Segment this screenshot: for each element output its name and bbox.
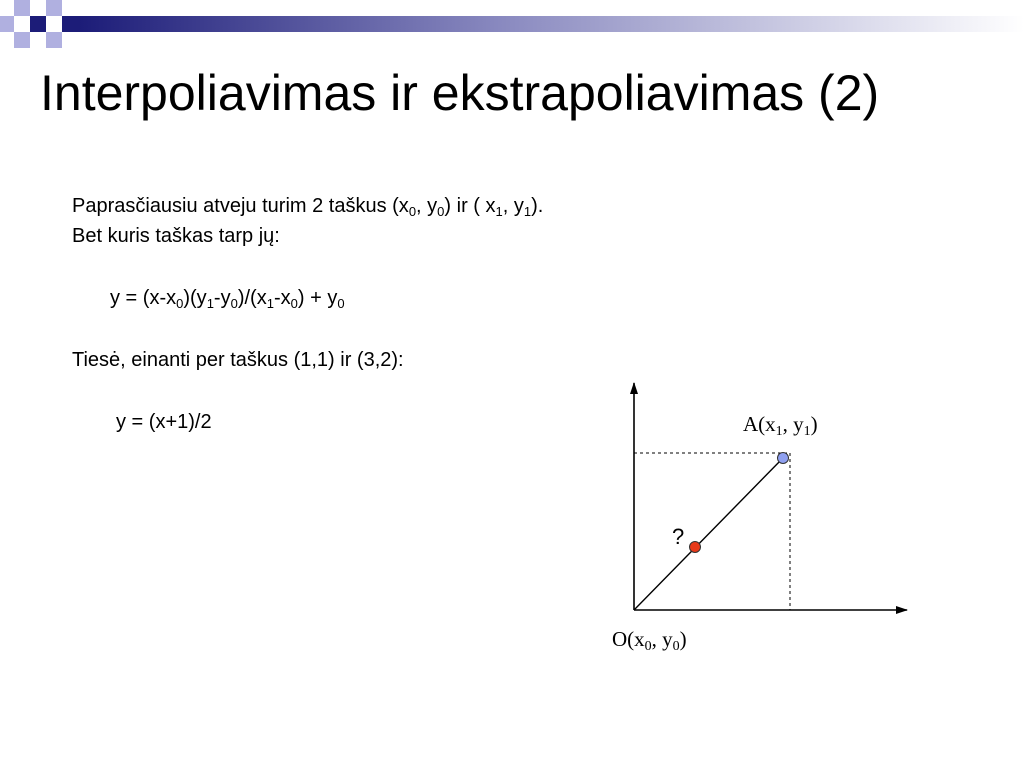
point-unknown [690, 542, 701, 553]
subscript: 0 [290, 296, 298, 311]
intro-text: , y [416, 195, 438, 217]
formula-text: y = (x-x [110, 287, 177, 309]
label-o: O(x0, y0) [612, 627, 687, 654]
subscript: 1 [495, 204, 503, 219]
subscript: 1 [266, 296, 274, 311]
formula-text: -x [273, 287, 291, 309]
interpolation-line [634, 458, 783, 610]
intro-text: , y [502, 195, 524, 217]
subscript: 0 [337, 296, 345, 311]
question-mark: ? [672, 524, 685, 549]
slide-title: Interpoliavimas ir ekstrapoliavimas (2) [40, 65, 880, 121]
example-line: Tiesė, einanti per taškus (1,1) ir (3,2): [72, 349, 404, 371]
intro-text: Paprasčiausiu atveju turim 2 taškus (x [72, 195, 409, 217]
subscript: 0 [408, 204, 417, 219]
subscript: 0 [437, 204, 445, 219]
intro-text: ). [531, 195, 544, 217]
intro-text: ) ir ( x [444, 195, 496, 217]
subscript: 1 [523, 204, 532, 219]
formula-text: -y [213, 287, 231, 309]
label-a: A(x1, y1) [743, 412, 818, 439]
formula-text: )/(x [237, 287, 267, 309]
subscript: 0 [230, 296, 238, 311]
formula-text: )(y [183, 287, 207, 309]
subscript: 0 [176, 296, 184, 311]
example-formula: y = (x+1)/2 [116, 411, 212, 433]
point-a [778, 453, 789, 464]
subscript: 1 [206, 296, 214, 311]
formula-text: ) + y [297, 287, 338, 309]
between-line: Bet kuris taškas tarp jų: [72, 225, 280, 247]
